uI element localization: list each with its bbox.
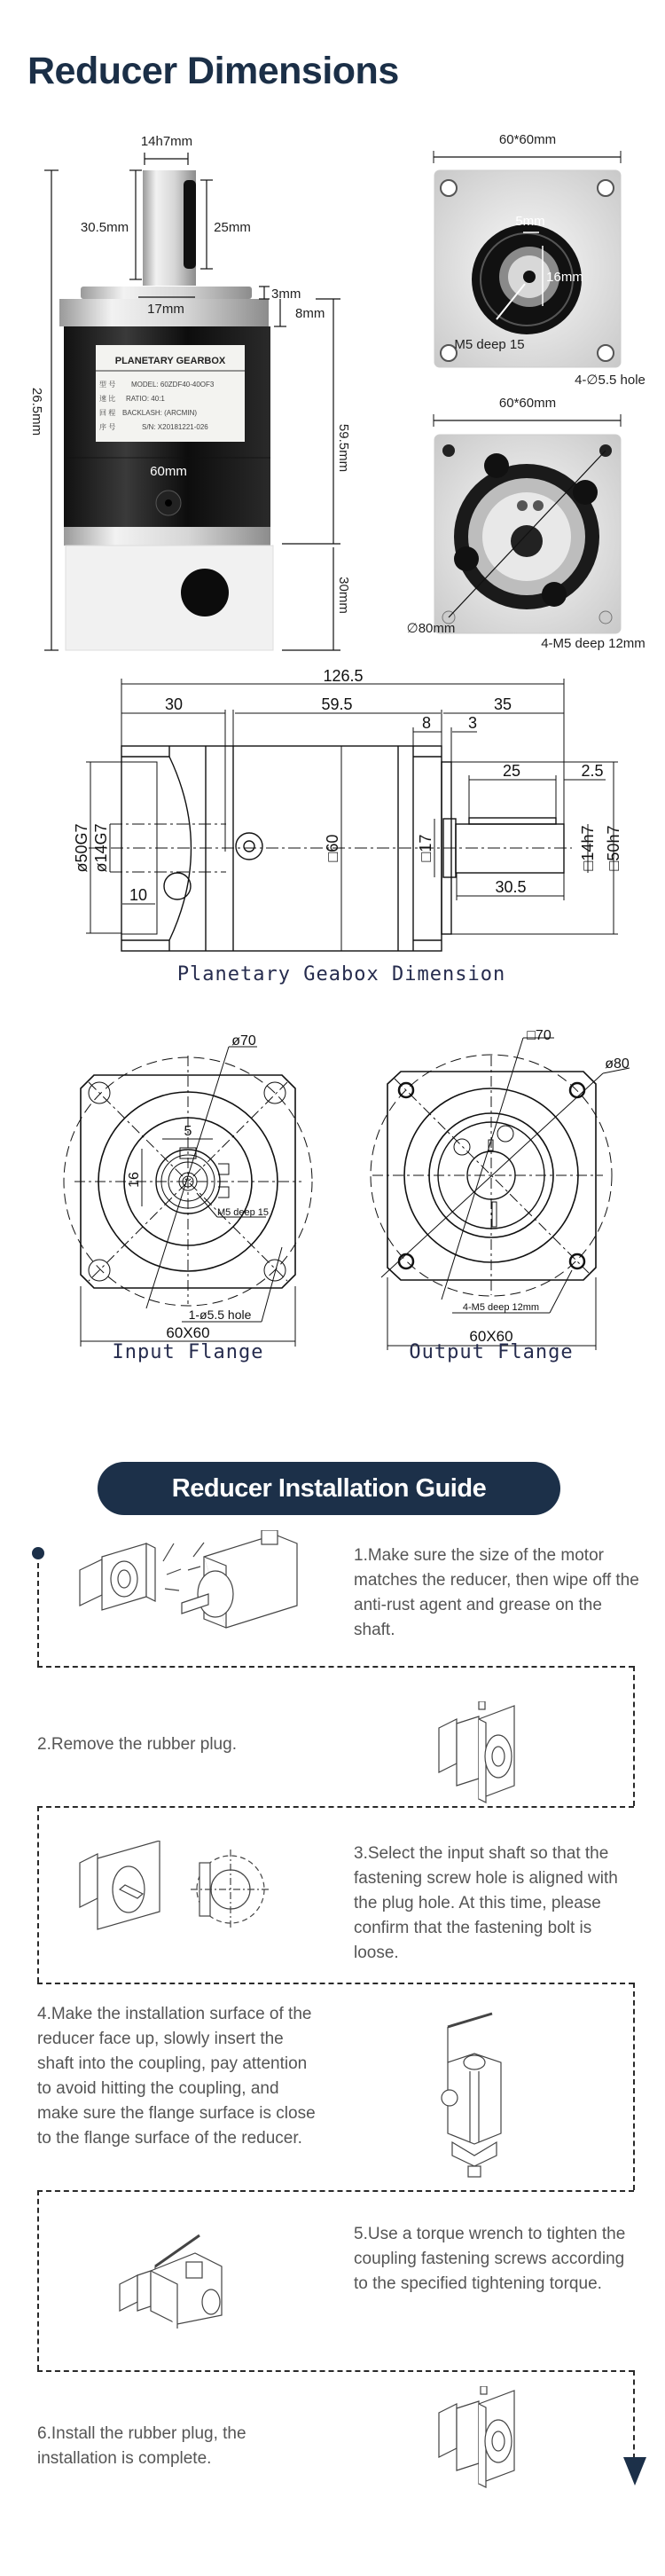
output-face-photo [434, 414, 621, 633]
base-length-dim: 30 [164, 695, 184, 713]
install-step-4: 4.Make the installation surface of the reducer face up, slowly insert the shaft into the coupling, pay attention to avoid hitting the coupling, and make sure the flange surface is close to the flange surface of the reducer. [37, 2005, 316, 2148]
shaft-diameter-dim: □14h7 [579, 825, 597, 871]
input-holes-dim: 1-ø5.5 hole [188, 1308, 252, 1322]
timeline-dashed-line [37, 1806, 39, 1983]
install-step-1: 1.Make sure the size of the motor matches the reducer, then wipe off the anti-rust agent and grease on the shaft. [354, 1546, 639, 1639]
install-step-3: 3.Select the input shaft so that the fastening screw hole is aligned with the plug hole. At this time, please confirm that the fastening bolt is loose. [354, 1844, 618, 1962]
input-key-dim: 5 [184, 1124, 192, 1139]
bore-label: 16mm [546, 270, 583, 285]
timeline-dashed-line [37, 2370, 634, 2372]
timeline-dashed-line [37, 1806, 634, 1808]
total-length-dim: 126.5 [323, 667, 364, 685]
installation-guide-banner: Reducer Installation Guide [98, 1462, 560, 1515]
body-length-dim: 59.5 [321, 695, 353, 713]
collar-dim: 3 [467, 714, 478, 732]
step6-reducer-illustration [434, 2386, 523, 2491]
timeline-dashed-line [37, 2190, 39, 2370]
thread-label: M5 deep 15 [454, 337, 525, 352]
input-flange-caption: Input Flange [112, 1341, 264, 1363]
timeline-dashed-line [633, 2370, 635, 2459]
input-face-photo [434, 151, 621, 367]
step3-shaft-alignment-illustration [75, 1841, 270, 1938]
spigot-dim: □50h7 [605, 825, 622, 871]
nameplate-model: MODEL: 60ZDF40-40OF3 [131, 381, 215, 389]
install-step-5: 5.Use a torque wrench to tighten the coupling fastening screws according to the specified tightening torque. [354, 2225, 626, 2293]
timeline-dashed-line [37, 1563, 39, 1666]
total-length-label: 26.5mm [29, 387, 44, 436]
offset-dim: 10 [129, 886, 148, 904]
output-size-dim: 60X60 [469, 1328, 513, 1345]
step2-reducer-illustration [434, 1701, 523, 1806]
collar-height-label: 3mm [271, 287, 301, 302]
key-offset-dim: 2.5 [581, 762, 604, 780]
input-face-size-label: 60*60mm [498, 132, 557, 147]
drawing-dimension-lines [86, 679, 618, 951]
flange-thickness-label: 8mm [295, 306, 325, 321]
pcd-label: ∅80mm [406, 621, 456, 636]
input-flange-drawing [64, 1047, 312, 1347]
output-square-dim: □70 [527, 1028, 552, 1043]
timeline-start-dot [32, 1547, 44, 1559]
input-bore-dim: 16 [127, 1172, 142, 1188]
body-width-label: 60mm [150, 464, 187, 479]
step5-torque-wrench-illustration [115, 2231, 235, 2329]
input-size-dim: 60X60 [166, 1324, 210, 1341]
body-length-label: 59.5mm [336, 423, 351, 473]
output-threads-label: 4-M5 deep 12mm [541, 636, 645, 651]
side-view-drawing [0, 639, 665, 967]
install-step-6: 6.Install the rubber plug, the installation is complete. [37, 2424, 246, 2468]
timeline-dashed-line [37, 1666, 634, 1668]
install-step-2: 2.Remove the rubber plug. [37, 1735, 237, 1754]
nameplate-serial: S/N: X20181221-026 [142, 423, 208, 431]
input-pcd-dim: ø70 [231, 1033, 256, 1048]
nameplate-backlash: BACKLASH: (ARCMIN) [122, 409, 198, 417]
timeline-dashed-line [37, 1983, 634, 1984]
key-length-label: 25mm [214, 220, 251, 235]
timeline-dashed-line [633, 1666, 635, 1806]
step1-reducer-and-motor-illustration [71, 1530, 319, 1641]
timeline-dashed-line [37, 2190, 634, 2192]
collar-square-dim: □17 [417, 834, 434, 862]
nameplate-ratio: RATIO: 40:1 [126, 395, 165, 403]
square-dim: □60 [324, 834, 341, 862]
timeline-dashed-line [633, 1983, 635, 2190]
key-dim: 25 [502, 762, 521, 780]
step4-insert-shaft-illustration [439, 2009, 519, 2178]
gearbox-photo-section [0, 0, 665, 656]
shaft-length-dim: 30.5 [495, 878, 527, 896]
nameplate-cn: 序 号 [99, 423, 116, 431]
nameplate-cn: 型 号 [99, 381, 116, 389]
output-flange-caption: Output Flange [409, 1341, 574, 1363]
nameplate-cn: 回 程 [99, 409, 116, 417]
side-view-caption: Planetary Geabox Dimension [176, 963, 506, 986]
bore-outer-dim: ø50G7 [73, 823, 90, 873]
output-pcd-dim: ø80 [605, 1056, 630, 1072]
output-face-size-label: 60*60mm [498, 396, 557, 411]
shaft-diameter-label: 14h7mm [140, 134, 193, 149]
timeline-arrow-down-icon [622, 2455, 647, 2487]
collar-diameter-label: 17mm [147, 302, 184, 317]
input-thread-dim: M5 deep 15 [216, 1207, 270, 1218]
mounting-holes-label: 4-∅5.5 hole [575, 373, 645, 388]
output-threads-dim: 4-M5 deep 12mm [462, 1302, 540, 1313]
flange-drawings [0, 1020, 665, 1357]
key-width-label: 5mm [515, 214, 545, 229]
shaft-out-dim: 35 [493, 695, 512, 713]
nameplate-cn: 速 比 [99, 395, 116, 403]
base-length-label: 30mm [336, 577, 351, 614]
bore-inner-dim: ø14G7 [92, 823, 110, 873]
flange-dim: 8 [421, 714, 432, 732]
page-title: Reducer Dimensions [27, 50, 399, 92]
nameplate-heading: PLANETARY GEARBOX [114, 356, 226, 366]
shaft-length-label: 30.5mm [80, 220, 129, 235]
gearbox-photo [59, 170, 273, 650]
